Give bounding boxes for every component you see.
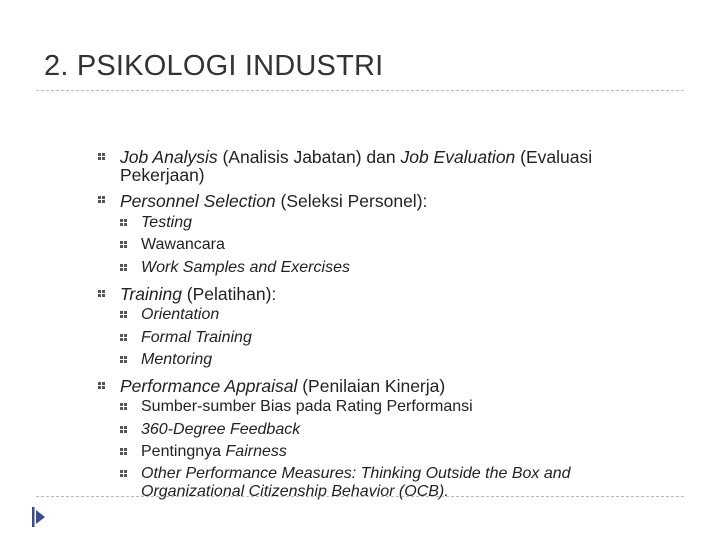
square-bullet-icon [120,241,127,249]
bullet-training: Training (Pelatihan): [120,284,277,304]
square-bullet-icon [120,264,127,272]
sub-item-mentoring: Mentoring [141,351,213,368]
square-bullet-icon [120,311,127,319]
sub-item-work-samples: Work Samples and Exercises [141,259,350,276]
sub-item-360-feedback: 360-Degree Feedback [141,421,301,438]
sub-item-formal-training: Formal Training [141,329,252,346]
slide-nav-icon[interactable] [32,507,46,532]
square-bullet-icon [98,290,105,298]
square-bullet-icon [120,448,127,456]
slide-title: 2. PSIKOLOGI INDUSTRI [44,50,384,82]
sub-item-fairness: Pentingnya Fairness [141,443,287,460]
sub-item-rating-bias: Sumber-sumber Bias pada Rating Performansi [141,398,473,415]
square-bullet-icon [120,426,127,434]
square-bullet-icon [120,219,127,227]
square-bullet-icon [98,153,105,161]
square-bullet-icon [98,382,105,390]
sub-item-other-measures: Other Performance Measures: Thinking Outside the Box and [141,465,571,482]
square-bullet-icon [98,196,105,204]
sub-item-other-measures-line2: Organizational Citizenship Behavior (OCB). [141,483,449,500]
bullet-job-analysis-line2: Pekerjaan) [120,165,205,185]
bullet-job-analysis: Job Analysis (Analisis Jabatan) dan Job Evaluation (Evaluasi [120,147,593,167]
bullet-performance-appraisal: Performance Appraisal (Penilaian Kinerja) [120,376,446,396]
square-bullet-icon [120,470,127,478]
square-bullet-icon [120,403,127,411]
sub-item-wawancara: Wawancara [141,236,225,253]
sub-item-orientation: Orientation [141,306,220,323]
footer-divider [36,496,684,497]
sub-item-testing: Testing [141,214,192,231]
square-bullet-icon [120,334,127,342]
bullet-personnel-selection: Personnel Selection (Seleksi Personel): [120,191,428,211]
square-bullet-icon [120,356,127,364]
